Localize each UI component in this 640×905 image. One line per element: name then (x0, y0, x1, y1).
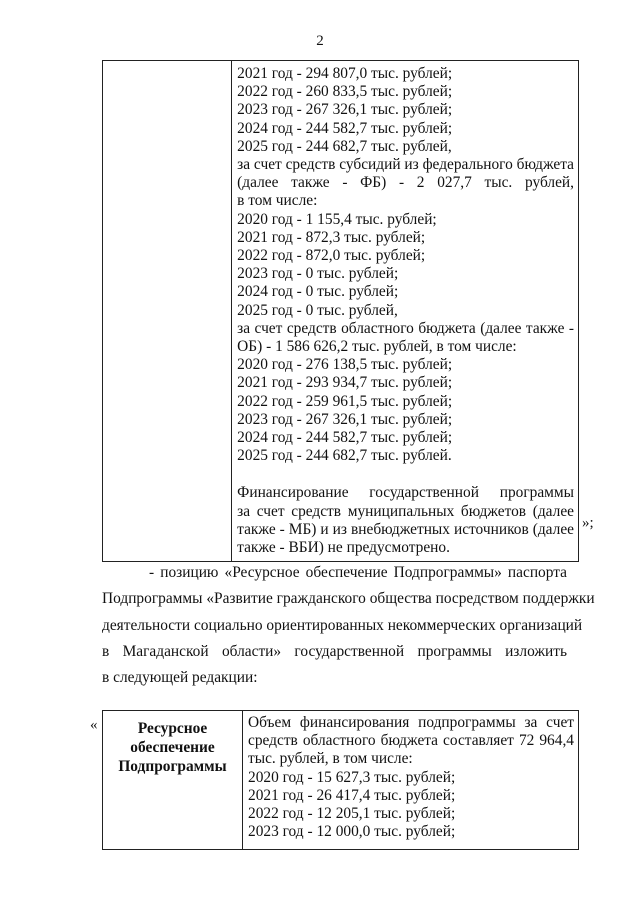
text-line: ОБ) - 1 586 626,2 тыс. рублей, в том числе: (237, 338, 517, 356)
closing-quote-mark: »; (582, 515, 594, 531)
financing-line: за счет средств муниципальных бюджетов (далее (237, 502, 574, 520)
instruction-paragraph (102, 560, 595, 691)
label-line: Ресурсное (137, 720, 208, 737)
text-line: 2023 год - 0 тыс. рублей; (237, 265, 399, 283)
financing-line: также - МБ) и из внебюджетных источников (далее (237, 520, 574, 538)
label-line: Подпрограммы (118, 758, 227, 775)
text-line: 2024 год - 244 582,7 тыс. рублей; (237, 119, 453, 137)
resource-table-continued (102, 60, 579, 562)
value-cell (243, 711, 579, 850)
text-line: 2022 год - 872,0 тыс. рублей; (237, 247, 426, 265)
text-line: за счет средств субсидий из федерального бюджета (237, 156, 574, 174)
text-line: 2025 год - 0 тыс. рублей, (237, 301, 398, 319)
paragraph-line: деятельности социально ориентированных некоммерческих организаций (102, 616, 583, 634)
value-cell (232, 61, 579, 562)
opening-quote-mark: « (90, 717, 98, 733)
page-number: 2 (316, 33, 324, 49)
text-line: 2024 год - 244 582,7 тыс. рублей; (237, 429, 453, 447)
text-line: 2024 год - 0 тыс. рублей; (237, 283, 399, 301)
text-line: 2021 год - 26 417,4 тыс. рублей; (248, 786, 456, 804)
financing-line: Финансирование государственной программы (237, 484, 574, 502)
text-line: 2020 год - 1 155,4 тыс. рублей; (237, 210, 437, 228)
text-line: 2025 год - 244 682,7 тыс. рублей. (237, 447, 452, 465)
text-line: 2022 год - 259 961,5 тыс. рублей; (237, 392, 453, 410)
financing-line: также - ВБИ) не предусмотрено. (237, 539, 450, 557)
text-line: 2023 год - 267 326,1 тыс. рублей; (237, 410, 453, 428)
paragraph-line: - позицию «Ресурсное обеспечение Подпрограммы» паспорта (149, 564, 567, 581)
text-line: 2023 год - 12 000,0 тыс. рублей; (248, 823, 456, 841)
label-cell-empty (103, 61, 232, 562)
text-line: в том числе: (237, 192, 318, 210)
text-line: 2020 год - 276 138,5 тыс. рублей; (237, 356, 453, 374)
text-line: 2023 год - 267 326,1 тыс. рублей; (237, 101, 453, 119)
paragraph-line: в Магаданской области» государственной программы изложить (102, 642, 567, 660)
paragraph-line: в следующей редакции: (102, 669, 258, 687)
paragraph-line: Подпрограммы «Развитие гражданского общества посредством поддержки (102, 590, 595, 608)
text-line: 2020 год - 15 627,3 тыс. рублей; (248, 768, 456, 786)
text-line: Объем финансирования подпрограммы за счет (248, 714, 574, 731)
text-line: 2025 год - 244 682,7 тыс. рублей, (237, 137, 452, 155)
resource-table-new (102, 710, 579, 850)
text-line: (далее также - ФБ) - 2 027,7 тыс. рублей, (237, 174, 574, 192)
text-line: 2021 год - 293 934,7 тыс. рублей; (237, 374, 453, 392)
label-cell (103, 711, 243, 850)
label-line: обеспечение (130, 739, 215, 756)
text-line: 2022 год - 12 205,1 тыс. рублей; (248, 805, 456, 823)
text-line: 2021 год - 872,3 тыс. рублей; (237, 228, 426, 246)
text-line: 2022 год - 260 833,5 тыс. рублей; (237, 83, 453, 101)
text-line: тыс. рублей, в том числе: (248, 750, 413, 768)
text-line: за счет средств областного бюджета (далее также - (237, 319, 574, 337)
text-line: средств областного бюджета составляет 72 964,4 (248, 732, 574, 750)
text-line: 2021 год - 294 807,0 тыс. рублей; (237, 65, 453, 82)
